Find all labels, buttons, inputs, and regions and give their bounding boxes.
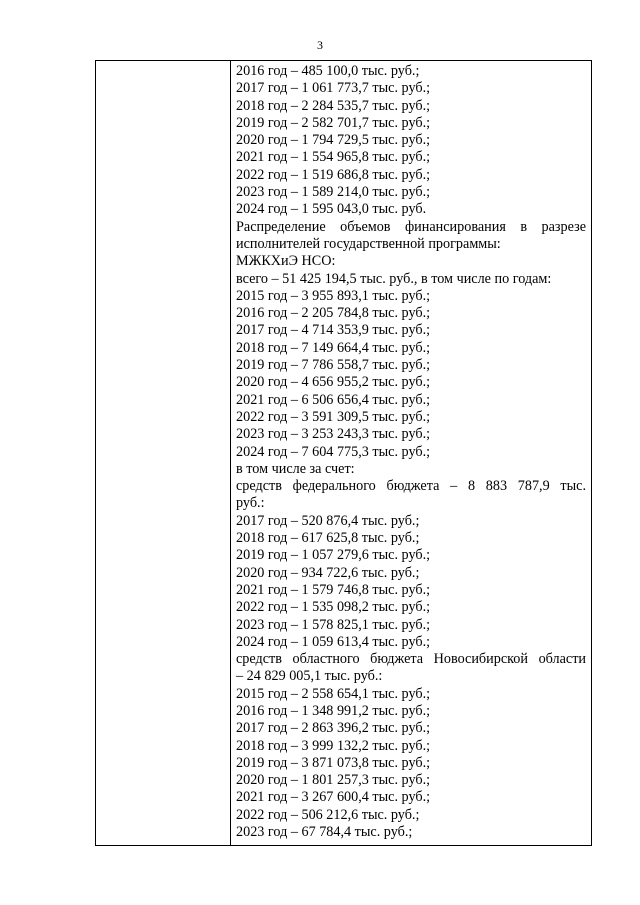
- text-line: руб.:: [236, 495, 265, 512]
- text-line: 2017 год – 2 863 396,2 тыс. руб.;: [236, 720, 431, 737]
- text-line: Распределение объемов финансирования в разрезе: [236, 218, 586, 235]
- text-line: 2019 год – 1 057 279,6 тыс. руб.;: [236, 547, 431, 564]
- text-line: 2023 год – 67 784,4 тыс. руб.;: [236, 824, 413, 841]
- table-left-cell: [96, 61, 231, 845]
- text-line: 2020 год – 4 656 955,2 тыс. руб.;: [236, 374, 431, 391]
- text-line: 2016 год – 485 100,0 тыс. руб.;: [236, 63, 420, 79]
- text-line: 2022 год – 1 535 098,2 тыс. руб.;: [236, 599, 431, 616]
- text-line: 2017 год – 520 876,4 тыс. руб.;: [236, 512, 420, 529]
- text-line: 2018 год – 3 999 132,2 тыс. руб.;: [236, 737, 431, 754]
- text-line: 2023 год – 1 589 214,0 тыс. руб.;: [236, 184, 431, 201]
- text-line: 2017 год – 4 714 353,9 тыс. руб.;: [236, 322, 431, 339]
- text-line: 2016 год – 1 348 991,2 тыс. руб.;: [236, 702, 431, 719]
- text-line: средств областного бюджета Новосибирской области: [236, 651, 586, 668]
- text-line: 2020 год – 1 794 729,5 тыс. руб.;: [236, 132, 431, 149]
- text-line: 2024 год – 1 059 613,4 тыс. руб.;: [236, 633, 431, 650]
- text-line: 2015 год – 3 955 893,1 тыс. руб.;: [236, 287, 431, 304]
- text-line: 2018 год – 2 284 535,7 тыс. руб.;: [236, 97, 431, 114]
- text-line: 2021 год – 6 506 656,4 тыс. руб.;: [236, 391, 431, 408]
- text-line: исполнителей государственной программы:: [236, 235, 501, 252]
- text-line: 2020 год – 934 722,6 тыс. руб.;: [236, 564, 420, 581]
- text-line: 2022 год – 1 519 686,8 тыс. руб.;: [236, 166, 431, 183]
- text-line: МЖКХиЭ НСО:: [236, 253, 336, 270]
- text-line: 2020 год – 1 801 257,3 тыс. руб.;: [236, 772, 431, 789]
- document-table: [95, 60, 592, 846]
- text-line: 2018 год – 617 625,8 тыс. руб.;: [236, 530, 420, 547]
- text-line: 2017 год – 1 061 773,7 тыс. руб.;: [236, 80, 431, 97]
- text-line: 2019 год – 2 582 701,7 тыс. руб.;: [236, 114, 431, 131]
- text-line: 2022 год – 506 212,6 тыс. руб.;: [236, 806, 420, 823]
- text-line: 2024 год – 1 595 043,0 тыс. руб.: [236, 201, 427, 218]
- text-line: 2018 год – 7 149 664,4 тыс. руб.;: [236, 339, 431, 356]
- text-line: 2015 год – 2 558 654,1 тыс. руб.;: [236, 685, 431, 702]
- text-line: 2022 год – 3 591 309,5 тыс. руб.;: [236, 408, 431, 425]
- table-right-cell: [231, 61, 591, 845]
- text-line: 2021 год – 3 267 600,4 тыс. руб.;: [236, 789, 431, 806]
- text-line: 2023 год – 3 253 243,3 тыс. руб.;: [236, 426, 431, 443]
- text-line: 2021 год – 1 579 746,8 тыс. руб.;: [236, 581, 431, 598]
- text-line: 2021 год – 1 554 965,8 тыс. руб.;: [236, 149, 431, 166]
- text-line: 2019 год – 3 871 073,8 тыс. руб.;: [236, 754, 431, 771]
- text-line: 2016 год – 2 205 784,8 тыс. руб.;: [236, 305, 431, 322]
- text-line: средств федерального бюджета – 8 883 787,9 тыс.: [236, 478, 586, 495]
- page-number: 3: [317, 38, 323, 52]
- text-line: в том числе за счет:: [236, 460, 355, 477]
- text-line: 2019 год – 7 786 558,7 тыс. руб.;: [236, 357, 431, 374]
- text-line: 2024 год – 7 604 775,3 тыс. руб.;: [236, 443, 431, 460]
- text-line: – 24 829 005,1 тыс. руб.:: [236, 668, 383, 685]
- text-line: всего – 51 425 194,5 тыс. руб., в том числе по годам:: [236, 270, 552, 287]
- text-line: 2023 год – 1 578 825,1 тыс. руб.;: [236, 616, 431, 633]
